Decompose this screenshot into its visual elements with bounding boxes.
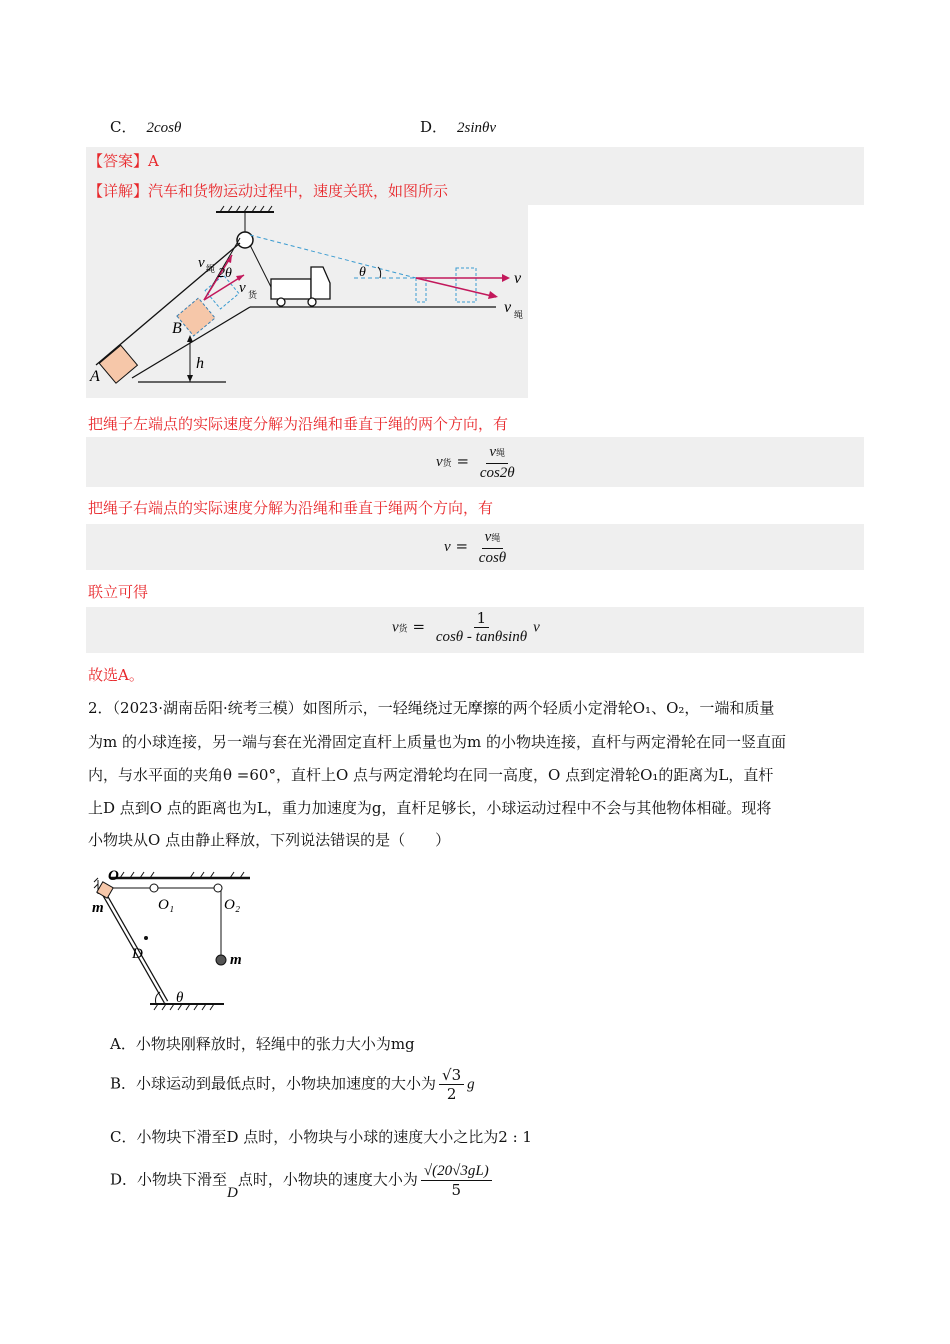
figure-rod-pulleys	[90, 864, 260, 1024]
figure1-bg	[86, 205, 528, 398]
label-v-goods-sub: 货	[248, 291, 258, 301]
question-line-1: 2．（2023·湖南岳阳·统考三模）如图所示，一轻绳绕过无摩擦的两个轻质小定滑轮O₁、O₂，一端和质量	[88, 699, 775, 717]
detail-line: 【详解】汽车和货物运动过程中，速度关联，如图所示	[88, 182, 449, 200]
label-o1: O₁	[158, 897, 175, 913]
option-c-prev: C． 2cosθ	[110, 118, 182, 136]
label-b: B	[172, 320, 182, 337]
label-theta: θ	[359, 265, 366, 280]
block-icon	[97, 882, 113, 898]
label-m-ball: m	[230, 952, 242, 968]
question-line-5: 小物块从O 点由静止释放，下列说法错误的是（ ）	[88, 831, 451, 849]
label-v-rope: v	[198, 255, 205, 271]
choice-a: A．小物块刚释放时，轻绳中的张力大小为mg	[110, 1035, 415, 1053]
step-2: 把绳子右端点的实际速度分解为沿绳和垂直于绳两个方向，有	[88, 499, 494, 517]
figure-truck-pulley	[86, 205, 528, 398]
answer-line: 【答案】A	[88, 152, 159, 170]
label-d: D	[132, 946, 143, 962]
label-o2: O₂	[224, 897, 241, 913]
label-2theta: 2θ	[218, 266, 232, 281]
question-line-2: 为m 的小球连接，另一端与套在光滑固定直杆上质量也为m 的小物块连接，直杆与两定滑轮在同一竖直面	[88, 733, 786, 751]
label-v-right-rope-sub: 绳	[514, 311, 524, 321]
pulley-o1-icon	[150, 884, 158, 892]
step-3: 联立可得	[88, 583, 149, 601]
question-line-3: 内，与水平面的夹角θ =60°，直杆上O 点与两定滑轮均在同一高度，O 点到定滑轮O₁的距离为L，直杆	[88, 766, 774, 784]
label-v-right-rope: v	[504, 299, 512, 316]
choice-c: C．小物块下滑至D 点时，小物块与小球的速度大小之比为2 : 1	[110, 1128, 532, 1146]
ball-icon	[216, 955, 226, 965]
formula-1: v货 = $\frac{\text{v绳}}{\cos 2\theta}$	[436, 444, 515, 481]
label-a: A	[90, 368, 100, 385]
pulley-o2-icon	[214, 884, 222, 892]
option-c-expr: 2cosθ	[146, 120, 182, 136]
choice-d: D．小物块下滑至D点时，小物块的速度大小为 $\frac{√(20√3gL)}{5}$	[110, 1162, 495, 1199]
label-theta: θ	[176, 990, 184, 1006]
label-v-right: v	[514, 270, 522, 287]
label-o: O	[108, 868, 119, 884]
step-1: 把绳子左端点的实际速度分解为沿绳和垂直于绳的两个方向，有	[88, 415, 509, 433]
point-d	[144, 936, 148, 940]
option-d-expr: 2sinθv	[457, 120, 497, 136]
label-m-left: m	[92, 900, 104, 916]
label-v-goods: v	[239, 280, 246, 296]
choice-b: B．小球运动到最低点时，小物块加速度的大小为 $\frac{√3}{2}$ g	[110, 1066, 475, 1103]
step-4: 故选A。	[88, 666, 144, 684]
formula-2: v = $\frac{\text{v绳}}{\cos\theta}$	[444, 529, 507, 566]
label-v-rope-sub: 绳	[206, 265, 216, 275]
option-d-prev: D． 2sinθv	[420, 118, 497, 136]
label-h: h	[196, 355, 204, 372]
question-line-4: 上D 点到O 点的距离也为L，重力加速度为g，直杆足够长，小球运动过程中不会与其他物体相碰。现将	[88, 799, 772, 817]
formula-3: v货 = $\frac{1}{\cos\theta - \tan\theta\sin\theta}$ v	[392, 609, 540, 645]
